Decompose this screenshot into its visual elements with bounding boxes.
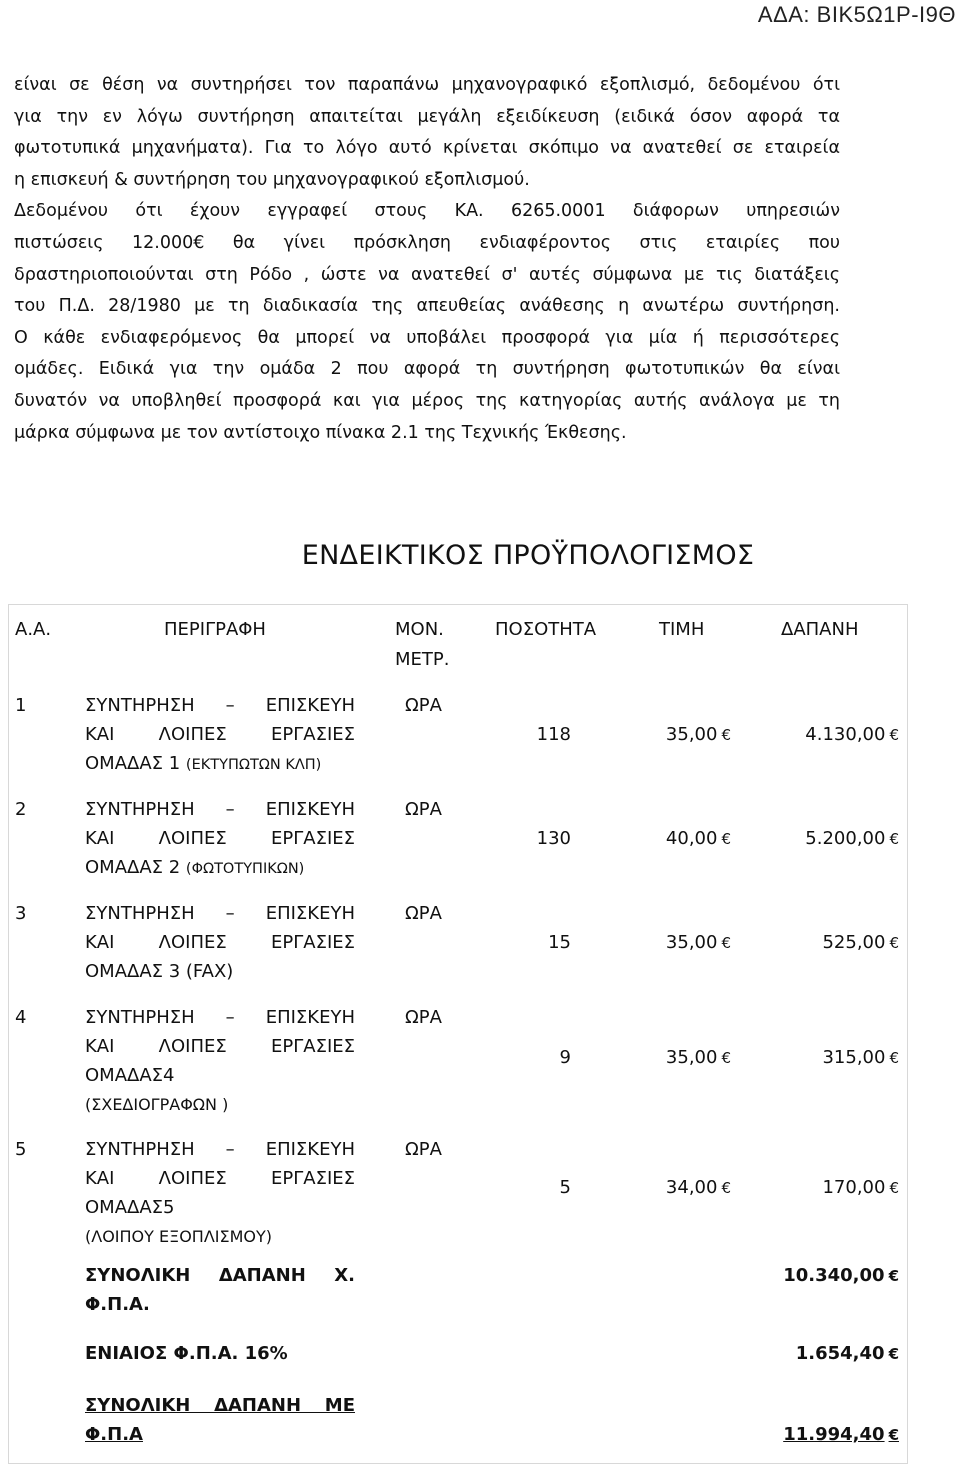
row-quantity: 15 xyxy=(548,932,571,953)
grand-total-label-line: Φ.Π.Α xyxy=(85,1424,143,1445)
grand-total-label-line: ΣΥΝΟΛΙΚΗ ΔΑΠΑΝΗ ΜΕ xyxy=(85,1395,355,1416)
row-unit: ΩΡΑ xyxy=(405,903,442,924)
row-description xyxy=(85,1135,355,1251)
row-aa: 1 xyxy=(15,695,27,716)
budget-table xyxy=(8,604,908,1464)
cost-value: 315,00 xyxy=(822,1047,886,1068)
subtotal-amount: 10.340,00 xyxy=(783,1265,885,1286)
row-unit: ΩΡΑ xyxy=(405,799,442,820)
description-line: ΚΑΙ ΛΟΙΠΕΣ ΕΡΓΑΣΙΕΣ xyxy=(85,932,355,953)
paragraph-line: Ο κάθε ενδιαφερόμενος θα μπορεί να υποβάλει προσφορά για μία ή περισσότερες xyxy=(14,327,840,348)
cost-value: 4.130,00 xyxy=(805,724,886,745)
euro-symbol: € xyxy=(721,1049,731,1067)
budget-title-text: ΕΝΔΕΙΚΤΙΚΟΣ ΠΡΟΫΠΟΛΟΓΙΣΜΟΣ xyxy=(301,540,755,571)
row-unit: ΩΡΑ xyxy=(405,695,442,716)
row-price xyxy=(619,1043,731,1073)
price-value: 34,00 xyxy=(665,1177,718,1198)
grand-total-label xyxy=(85,1391,355,1449)
description-line: ΟΜΑΔΑΣ4 xyxy=(85,1065,175,1086)
row-quantity: 9 xyxy=(559,1047,571,1068)
description-line: ΚΑΙ ΛΟΙΠΕΣ ΕΡΓΑΣΙΕΣ xyxy=(85,1036,355,1057)
euro-symbol: € xyxy=(888,1267,899,1285)
row-description xyxy=(85,691,355,780)
cost-value: 5.200,00 xyxy=(805,828,886,849)
row-cost xyxy=(749,1043,899,1073)
vat-label: ΕΝΙΑΙΟΣ Φ.Π.Α. 16% xyxy=(85,1343,288,1364)
description-line: ΚΑΙ ΛΟΙΠΕΣ ΕΡΓΑΣΙΕΣ xyxy=(85,1168,355,1189)
euro-symbol: € xyxy=(888,1345,899,1363)
description-line: ΣΥΝΤΗΡΗΣΗ – ΕΠΙΣΚΕΥΗ xyxy=(85,1007,355,1028)
vat-amount: 1.654,40 xyxy=(795,1343,885,1364)
paragraph-line: δυνατόν να υποβληθεί προσφορά και για μέρος της κατηγορίας αυτής ανάλογα με τη xyxy=(14,390,840,411)
row-aa: 2 xyxy=(15,799,27,820)
paragraph-line: είναι σε θέση να συντηρήσει τον παραπάνω μηχανογραφικό εξοπλισμό, δεδομένου ότι xyxy=(14,75,840,95)
paragraph-line: η επισκευή & συντήρηση του μηχανογραφικού εξοπλισμού. xyxy=(14,169,530,190)
body-paragraph xyxy=(14,70,840,449)
description-line: ΚΑΙ ΛΟΙΠΕΣ ΕΡΓΑΣΙΕΣ xyxy=(85,724,355,745)
ada-code: ΑΔΑ: ΒΙΚ5Ω1Ρ-Ι9Θ xyxy=(757,2,956,27)
cost-value: 525,00 xyxy=(822,932,886,953)
paragraph-line: φωτοτυπικά μηχανήματα). Για το λόγο αυτό κρίνεται σκόπιμο να ανατεθεί σε εταιρεία xyxy=(14,138,840,159)
budget-title xyxy=(0,540,960,571)
euro-symbol: € xyxy=(889,1049,899,1067)
col-header-aa: Α.Α. xyxy=(15,619,52,640)
euro-symbol: € xyxy=(889,934,899,952)
row-description xyxy=(85,899,355,986)
col-header-description: ΠΕΡΙΓΡΑΦΗ xyxy=(164,619,266,640)
row-aa: 5 xyxy=(15,1139,27,1160)
paragraph-line: πιστώσεις 12.000€ θα γίνει πρόσκληση ενδιαφέροντος στις εταιρίες που xyxy=(14,232,840,253)
euro-symbol: € xyxy=(889,830,899,848)
description-line: ΚΑΙ ΛΟΙΠΕΣ ΕΡΓΑΣΙΕΣ xyxy=(85,828,355,849)
row-cost xyxy=(749,824,899,854)
row-quantity: 130 xyxy=(536,828,571,849)
row-cost xyxy=(749,720,899,750)
row-aa: 3 xyxy=(15,903,27,924)
group-note: (ΣΧΕΔΙΟΓΡΑΦΩΝ ) xyxy=(85,1095,229,1114)
euro-symbol: € xyxy=(721,1179,731,1197)
group-note: (ΦΩΤΟΤΥΠΙΚΩΝ) xyxy=(185,861,305,877)
euro-symbol: € xyxy=(721,934,731,952)
description-line: ΟΜΑΔΑΣ5 xyxy=(85,1197,175,1218)
description-line: ΣΥΝΤΗΡΗΣΗ – ΕΠΙΣΚΕΥΗ xyxy=(85,903,355,924)
euro-symbol: € xyxy=(888,1426,899,1444)
description-line: ΣΥΝΤΗΡΗΣΗ – ΕΠΙΣΚΕΥΗ xyxy=(85,799,355,820)
description-line xyxy=(85,853,355,884)
paragraph-line: του Π.Δ. 28/1980 με τη διαδικασία της απευθείας ανάθεσης η ανωτέρω συντήρηση. xyxy=(14,296,840,317)
col-header-quantity: ΠΟΣΟΤΗΤΑ xyxy=(495,619,597,640)
row-price xyxy=(619,720,731,750)
group-note: (ΛΟΙΠΟΥ ΕΞΟΠΛΙΣΜΟΥ) xyxy=(85,1227,273,1246)
description-line xyxy=(85,749,355,780)
row-unit: ΩΡΑ xyxy=(405,1139,442,1160)
row-price xyxy=(619,824,731,854)
group-label: ΟΜΑΔΑΣ 1 xyxy=(85,753,181,774)
subtotal-label-line: Φ.Π.Α. xyxy=(85,1294,150,1315)
paragraph-line: Δεδομένου ότι έχουν εγγραφεί στους ΚΑ. 6265.0001 διάφορων υπηρεσιών xyxy=(14,201,840,222)
row-unit: ΩΡΑ xyxy=(405,1007,442,1028)
row-cost xyxy=(749,928,899,958)
vat-value xyxy=(709,1339,899,1369)
row-description xyxy=(85,795,355,884)
grand-total-amount: 11.994,40 xyxy=(783,1424,885,1445)
row-description xyxy=(85,1003,355,1119)
price-value: 35,00 xyxy=(665,1047,718,1068)
row-aa: 4 xyxy=(15,1007,27,1028)
row-cost xyxy=(749,1173,899,1203)
col-header-cost: ΔΑΠΑΝΗ xyxy=(781,619,859,640)
subtotal-value xyxy=(709,1261,899,1291)
description-line: ΣΥΝΤΗΡΗΣΗ – ΕΠΙΣΚΕΥΗ xyxy=(85,1139,355,1160)
euro-symbol: € xyxy=(889,1179,899,1197)
row-price xyxy=(619,1173,731,1203)
cost-value: 170,00 xyxy=(822,1177,886,1198)
group-note: (ΕΚΤΥΠΩΤΩΝ ΚΛΠ) xyxy=(185,757,322,773)
group-label: ΟΜΑΔΑΣ 2 xyxy=(85,857,181,878)
euro-symbol: € xyxy=(721,726,731,744)
col-header-unit: ΜΟΝ. xyxy=(395,619,444,640)
price-value: 40,00 xyxy=(665,828,718,849)
grand-total-value xyxy=(709,1420,899,1450)
paragraph-line: για την εν λόγω συντήρηση απαιτείται μεγάλη εξειδίκευση (ειδικά όσον αφορά τα xyxy=(14,106,840,127)
paragraph-line: μάρκα σύμφωνα με τον αντίστοιχο πίνακα 2.1 της Τεχνικής Έκθεσης. xyxy=(14,422,627,443)
description-line: ΣΥΝΤΗΡΗΣΗ – ΕΠΙΣΚΕΥΗ xyxy=(85,695,355,716)
subtotal-label xyxy=(85,1261,355,1319)
col-header-unit-2: ΜΕΤΡ. xyxy=(395,649,450,670)
paragraph-line: δραστηριοποιούνται στη Ρόδο , ώστε να ανατεθεί σ' αυτές σύμφωνα με τις διατάξεις xyxy=(14,264,840,285)
price-value: 35,00 xyxy=(665,932,718,953)
price-value: 35,00 xyxy=(665,724,718,745)
subtotal-label-line: ΣΥΝΟΛΙΚΗ ΔΑΠΑΝΗ Χ. xyxy=(85,1265,355,1286)
euro-symbol: € xyxy=(889,726,899,744)
row-quantity: 5 xyxy=(559,1177,571,1198)
euro-symbol: € xyxy=(721,830,731,848)
col-header-price: ΤΙΜΗ xyxy=(659,619,705,640)
row-price xyxy=(619,928,731,958)
description-line: ΟΜΑΔΑΣ 3 (FAX) xyxy=(85,961,234,982)
paragraph-line: ομάδες. Ειδικά για την ομάδα 2 που αφορά τη συντήρηση φωτοτυπικών θα είναι xyxy=(14,359,840,380)
row-quantity: 118 xyxy=(536,724,571,745)
